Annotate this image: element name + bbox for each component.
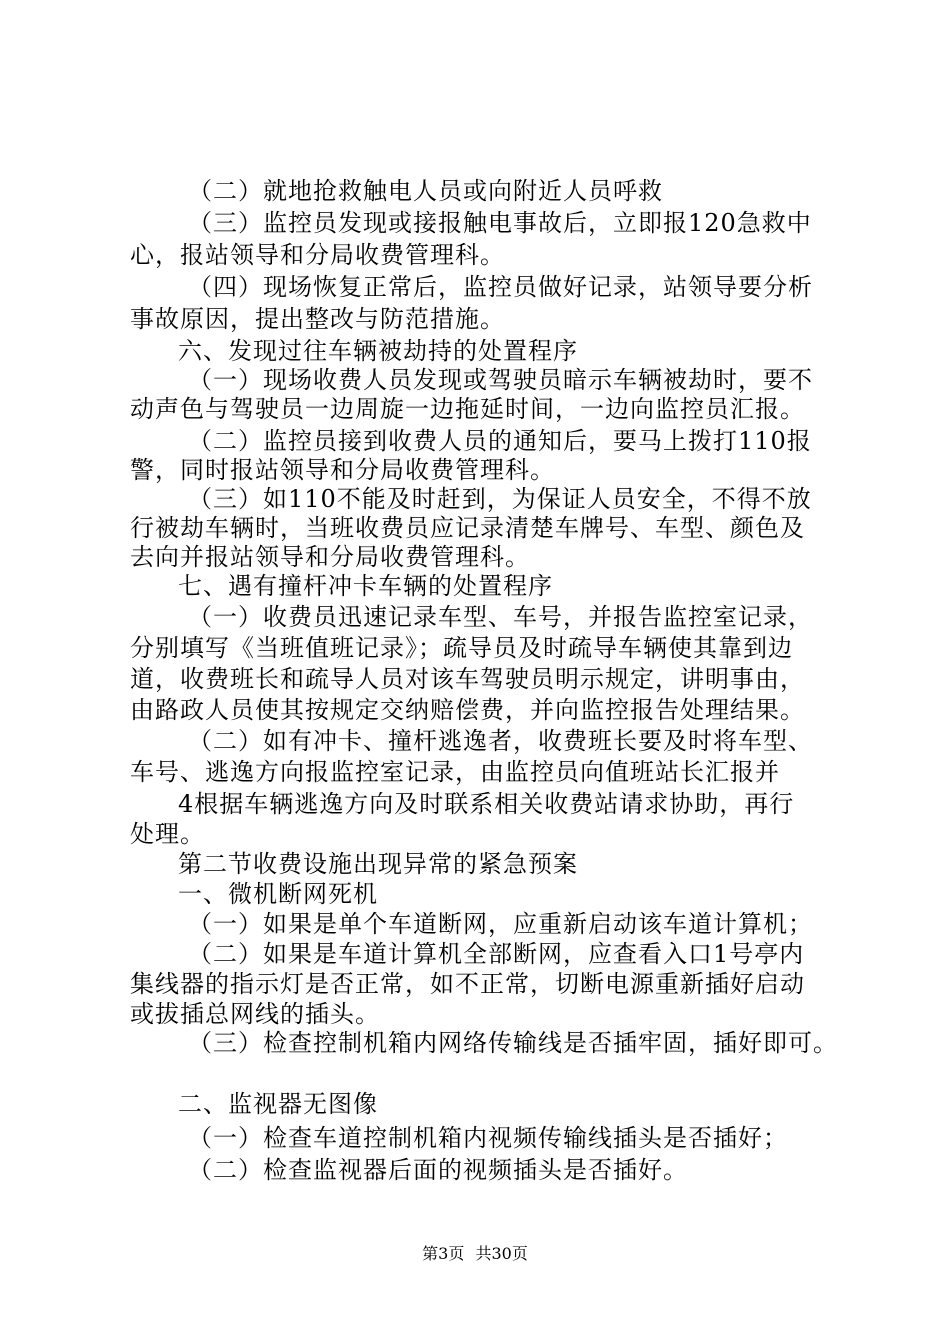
text-line: 道，收费班长和疏导人员对该车驾驶员明示规定，讲明事由，: [130, 665, 805, 693]
text-line: （二）检查监视器后面的视频插头是否插好。: [188, 1156, 688, 1184]
text-line: 动声色与驾驶员一边周旋一边拖延时间，一边向监控员汇报。: [130, 395, 805, 423]
page-total: 共30页: [475, 1244, 528, 1263]
text-line: （二）监控员接到收费人员的通知后，要马上拨打110报: [188, 427, 812, 455]
text-line: （三）检查控制机箱内网络传输线是否插牢固，插好即可。: [188, 1029, 838, 1057]
section-heading: 六、发现过往车辆被劫持的处置程序: [178, 337, 578, 365]
text-line: （一）如果是单个车道断网，应重新启动该车道计算机；: [188, 910, 813, 938]
page-footer: [0, 1244, 950, 1264]
text-line: 集线器的指示灯是否正常，如不正常，切断电源重新插好启动: [130, 970, 805, 998]
text-line: 警，同时报站领导和分局收费管理科。: [130, 456, 555, 484]
page-number: 第3页: [422, 1244, 465, 1263]
text-line: 处理。: [130, 820, 205, 848]
text-line: 由路政人员使其按规定交纳赔偿费，并向监控报告处理结果。: [130, 696, 805, 724]
text-line: （二）如有冲卡、撞杆逃逸者，收费班长要及时将车型、: [188, 727, 813, 755]
text-line: （二）如果是车道计算机全部断网，应查看入口1号亭内: [188, 940, 805, 968]
text-line: 事故原因，提出整改与防范措施。: [130, 305, 505, 333]
text-line: （三）如110不能及时赶到，为保证人员安全，不得不放: [188, 485, 812, 513]
text-line: 分别填写《当班值班记录》；疏导员及时疏导车辆使其靠到边: [130, 634, 793, 662]
text-line: 行被劫车辆时，当班收费员应记录清楚车牌号、车型、颜色及: [130, 514, 805, 542]
text-line: （一）现场收费人员发现或驾驶员暗示车辆被劫时，要不: [188, 366, 813, 394]
text-line: 心，报站领导和分局收费管理科。: [130, 241, 505, 269]
text-line: 车号、逃逸方向报监控室记录，由监控员向值班站长汇报并: [130, 758, 780, 786]
text-line: 4根据车辆逃逸方向及时联系相关收费站请求协助，再行: [178, 790, 795, 818]
text-line: 或拔插总网线的插头。: [130, 1000, 380, 1028]
section-heading: 七、遇有撞杆冲卡车辆的处置程序: [178, 572, 553, 600]
section-heading: 第二节收费设施出现异常的紧急预案: [178, 850, 578, 878]
section-heading: 一、微机断网死机: [178, 880, 378, 908]
text-line: （三）监控员发现或接报触电事故后，立即报120急救中: [188, 209, 812, 237]
text-line: （一）检查车道控制机箱内视频传输线插头是否插好；: [188, 1124, 788, 1152]
text-line: （一）收费员迅速记录车型、车号，并报告监控室记录，: [188, 603, 813, 631]
text-line: （四）现场恢复正常后，监控员做好记录，站领导要分析: [188, 273, 813, 301]
text-line: 去向并报站领导和分局收费管理科。: [130, 543, 530, 571]
text-line: （二）就地抢救触电人员或向附近人员呼救: [188, 177, 663, 205]
section-heading: 二、监视器无图像: [178, 1090, 378, 1118]
